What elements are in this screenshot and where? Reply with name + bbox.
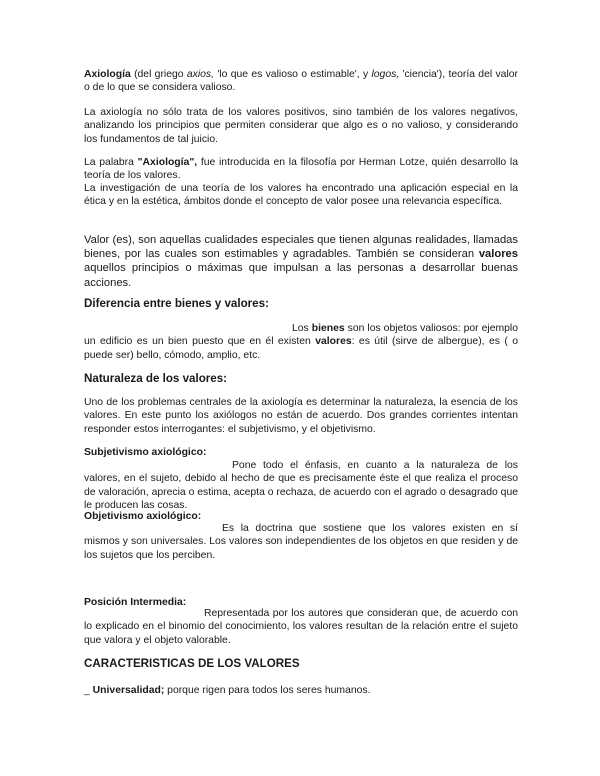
text: : es útil (sirve de albergue), es ( o puede ser) bello, cómodo, amplio, etc. [84,336,518,361]
term-axiologia-quoted: "Axiología", [137,157,198,168]
paragraph-valor [84,233,518,290]
list-item-universalidad [84,684,518,697]
term-valores: valores [315,336,352,348]
heading-diferencia: Diferencia entre bienes y valores: [84,297,269,310]
term-logos: logos, [371,69,400,80]
paragraph-lotze [84,156,518,183]
text: Valor (es), son aquellas cualidades especiales que tienen algunas realidades, llamadas bienes, por las cuales son estimables y agradables. También se consideran [84,234,518,261]
paragraph-objetivismo [84,522,518,562]
term-valores: valores [478,248,518,261]
heading-caracteristicas: CARACTERISTICAS DE LOS VALORES [84,657,300,670]
text: Los [292,323,312,334]
text: fue introducida en la filosofía por Herman Lotze, quién desarrollo la teoría de los valores. [84,157,518,182]
term-universalidad: Universalidad; [92,685,165,696]
paragraph-naturaleza: Uno de los problemas centrales de la axiología es determinar la naturaleza, la esencia de los valores. En este punto los axiólogos no están de acuerdo. Dos grandes corrientes intentan responder estos interrogantes: el subjetivismo, y el objetivismo. [84,397,518,435]
paragraph-posicion-intermedia [84,607,518,647]
term-axiologia: Axiología [84,69,131,80]
paragraph-axiologia-scope: La axiología no sólo trata de los valores positivos, sino también de los valores negativos, analizando los principios que permiten considerar que algo es o no valioso, y considerando los fundamentos de tal juicio. [84,107,518,145]
heading-subjetivismo: Subjetivismo axiológico: [84,447,207,458]
paragraph-subjetivismo [84,459,518,513]
text: aquellos principios o máximas que impulsan a las personas a desarrollar buenas acciones. [84,262,518,289]
paragraph-investigacion: La investigación de una teoría de los valores ha encontrado una aplicación especial en la ética y en la estética, ámbitos donde el concepto de valor posee una relevancia específica. [84,183,518,208]
text: (del griego [130,69,187,80]
heading-naturaleza: Naturaleza de los valores: [84,372,228,385]
paragraph-bienes [84,322,518,362]
text: porque rigen para todos los seres humanos. [164,685,371,696]
term-bienes: bienes [311,323,345,334]
text: Pone todo el énfasis, en cuanto a la naturaleza de los valores, en el sujeto, debido al hecho de que es precisamente éste el que realiza el proceso de valoración, aprecia o estima, acepta o rechaza, de acuerdo con el agrado o desagrado que le producen las cosas. [84,460,518,512]
text: La palabra [84,157,138,168]
text: son los objetos valiosos: por ejemplo un edificio es un bien puesto que en él existen [84,323,518,348]
paragraph-axiologia-definition [84,68,518,95]
text: Es la doctrina que sostiene que los valores existen en sí mismos y son universales. Los valores son independientes de los objetos en que residen y de los sujetos que los perciben. [84,523,518,561]
text: 'ciencia'), teoría del valor o de lo que se considera valioso. [84,69,518,94]
term-axios: axios, [186,69,215,80]
heading-posicion-intermedia: Posición Intermedia: [84,597,187,608]
text: 'lo que es valioso o estimable', y [214,69,372,80]
bullet: _ [84,685,93,696]
heading-objetivismo: Objetivismo axiológico: [84,511,202,522]
text: Representada por los autores que consideran que, de acuerdo con lo explicado en el binomio del conocimiento, los valores resultan de la relación entre el sujeto que valora y el objeto valorable. [84,608,518,646]
